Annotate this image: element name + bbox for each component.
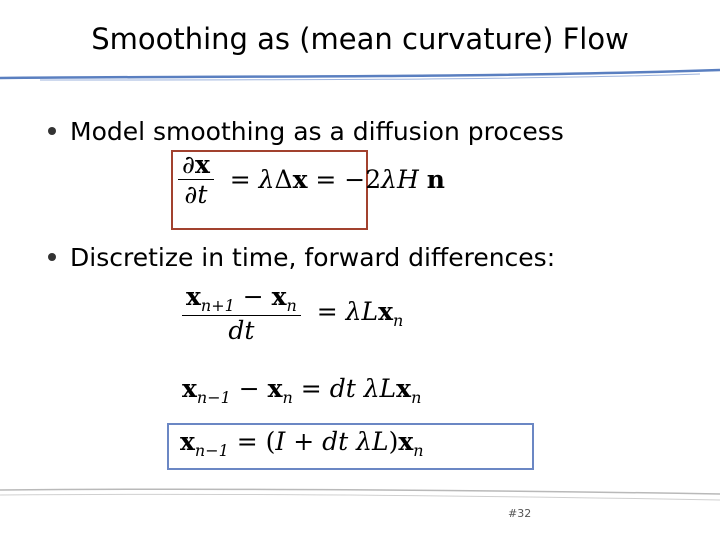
page-number: #32 [508, 507, 532, 520]
equation-explicit-step: $x_{n-1} - x_n$ = dt λLx$_n$ [182, 374, 422, 407]
slide-title: Smoothing as (mean curvature) Flow [91, 22, 629, 56]
equation-forward-difference: $\frac{x_{n+1} - x_n}{dt}$ = λLx$_n$ [182, 282, 403, 345]
bullet-text: Model smoothing as a diffusion process [70, 117, 564, 146]
bullet-item [48, 117, 564, 147]
bullet-text: Discretize in time, forward differences: [70, 243, 556, 272]
bullet-icon [48, 253, 56, 261]
bullet-item [48, 243, 555, 273]
bullet-icon [48, 127, 56, 135]
equation-update-rule: $x_{n-1} = (I$ + dt $\lambda L)x_n$ [180, 427, 424, 460]
equation-diffusion: $\frac{\partial x}{\partial t}$ = λΔx = −2λH n [178, 150, 445, 209]
